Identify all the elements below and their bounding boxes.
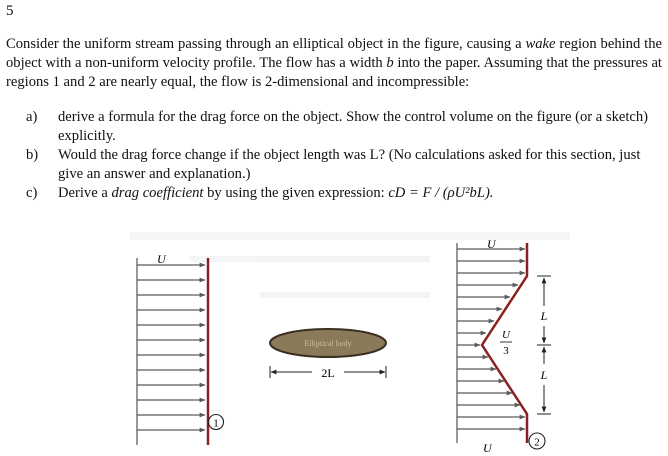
part-a-text: derive a formula for the drag force on the object. Show the control volume on the figure (or a sketch) explicitly. — [58, 109, 649, 144]
problem-number: 5 — [6, 3, 14, 19]
intro-part-2: region behind the object with a non-uniform velocity profile. The flow has a width — [6, 36, 663, 71]
part-c-pre: Derive a — [58, 185, 112, 201]
wake-term: wake — [525, 36, 556, 52]
region-1-number: 1 — [213, 417, 219, 430]
drag-coefficient-term: drag coefficient — [111, 185, 204, 201]
length-dimension — [270, 366, 386, 380]
upstream-velocity-arrows — [137, 258, 205, 445]
part-c-post: by using the given expression: — [203, 185, 389, 201]
part-b-text: Would the drag force change if the object length was L? (No calculations asked for this section, just give an answer and explanation.) — [58, 147, 641, 182]
dim-L-top-label: L — [540, 309, 548, 323]
part-b-label: b) — [26, 147, 39, 163]
u-over-3-denominator: 3 — [503, 345, 509, 357]
drag-coefficient-formula: cD = F / (ρU²bL). — [388, 185, 494, 201]
part-c-label: c) — [26, 185, 38, 201]
width-symbol: b — [386, 55, 394, 71]
wake-top-velocity-label: U — [487, 237, 496, 251]
part-a-label: a) — [26, 109, 38, 125]
u-over-3-numerator: U — [502, 329, 510, 341]
upstream-velocity-label: U — [157, 252, 166, 266]
dim-2L-label: 2L — [321, 366, 335, 380]
intro-part-3: into the paper. Assuming that the pressures at regions 1 and 2 are nearly equal, the flow is 2-dimensional and incompressible: — [6, 55, 662, 90]
region-2-number: 2 — [534, 436, 540, 449]
wake-height-dimensions — [537, 276, 551, 414]
wake-bottom-velocity-label: U — [483, 441, 492, 455]
dim-L-bottom-label: L — [540, 368, 548, 382]
object-label: Elliptical body — [304, 339, 352, 348]
wake-velocity-arrows — [457, 243, 525, 443]
intro-part-1: Consider the uniform stream passing through an elliptical object in the figure, causing a — [6, 36, 526, 52]
